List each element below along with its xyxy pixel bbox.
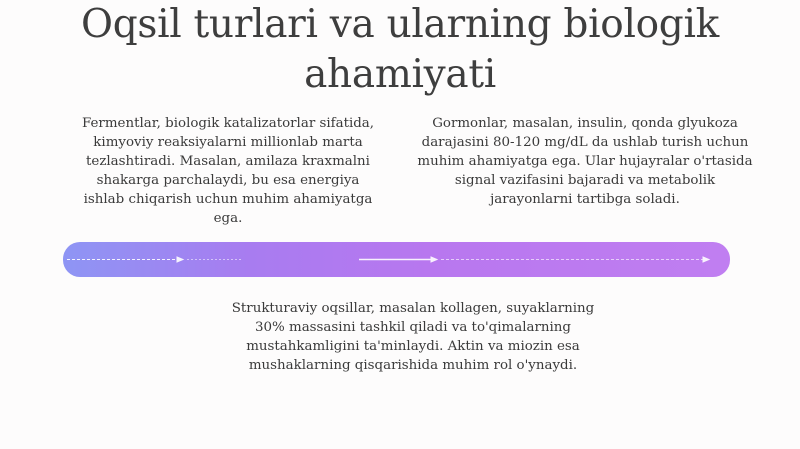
arrow-head-icon — [431, 257, 437, 262]
hormones-text-block: Gormonlar, masalan, insulin, qonda glyukoza darajasini 80-120 mg/dL da ushlab turish uchun muhim ahamiyatga ega. Ular hujayralar o'rtasida signal vazifasini bajaradi va metabolik jarayonlarni tartibga soladi. — [417, 116, 753, 207]
arrow-head-icon — [177, 257, 183, 262]
enzymes-text-block: Fermentlar, biologik katalizatorlar sifatida, kimyoviy reaksiyalarni millionlab marta tezlashtiradi. Masalan, amilaza kraxmalni shakarga parchalaydi, bu esa energiya ishlab chiqarish uchun muhim ahamiyatga ega. — [81, 116, 375, 226]
slide-title: Oqsil turlari va ularning biologik ahamiyati — [81, 2, 719, 97]
structural-text-block: Strukturaviy oqsillar, masalan kollagen, suyaklarning 30% massasini tashkil qiladi va to'qimalarning mustahkamligini ta'minlaydi. Aktin va miozin esa mushaklarning qisqarishida muhim rol o'ynaydi. — [231, 301, 595, 373]
timeline-bar — [63, 242, 730, 277]
timeline-arrows — [63, 242, 730, 277]
arrow-head-icon — [703, 257, 709, 262]
